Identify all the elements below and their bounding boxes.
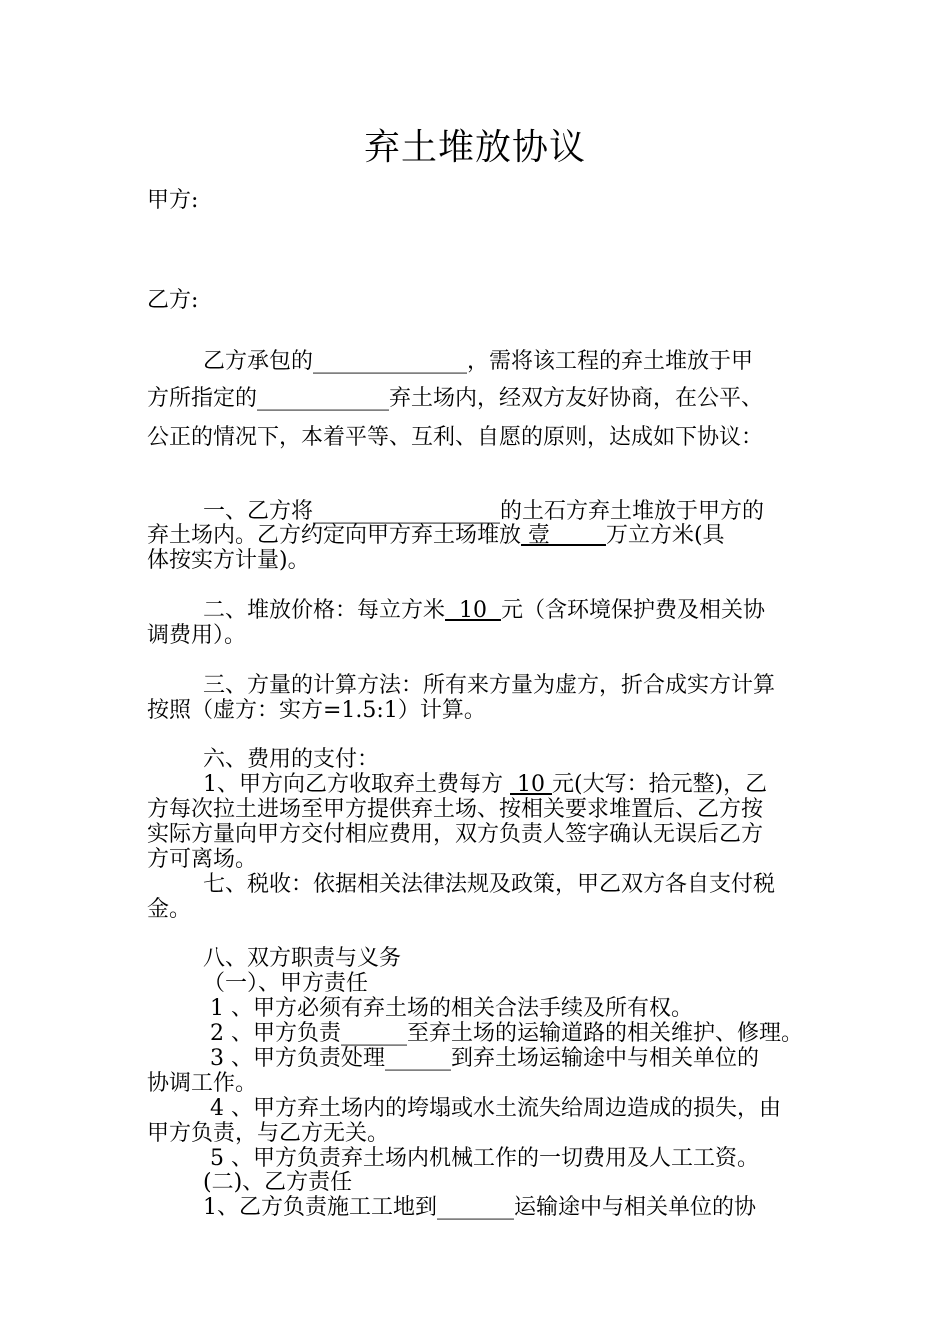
- party-a-duty-5: 5 、甲方负责弃土场内机械工作的一切费用及人工工资。: [203, 1146, 759, 1171]
- document-title: 弃土堆放协议: [363, 127, 586, 168]
- party-a-duty-4: 4 、甲方弃土场内的垮塌或水土流失给周边造成的损失，由: [203, 1096, 781, 1121]
- clause-text: 运输途中与相关单位的协: [514, 1195, 757, 1220]
- intro-text: 乙方承包的: [203, 349, 314, 374]
- party-a-duty-2: [203, 1021, 803, 1047]
- clause-text: 二、堆放价格：每立方米: [203, 598, 446, 623]
- project-name-blank: ______________: [313, 349, 468, 374]
- clause7-line-1: 七、税收：依据相关法律法规及政策，甲乙双方各自支付税: [203, 872, 776, 897]
- clause6-line-3: 实际方量向甲方交付相应费用，双方负责人签字确认无误后乙方: [147, 822, 764, 847]
- clause-text: 1、乙方负责施工工地到: [203, 1195, 437, 1220]
- clause7-line-2: 金。: [147, 897, 192, 922]
- clause-text: 万立方米(具: [605, 523, 725, 548]
- intro-line-1: [203, 349, 753, 375]
- road-blank: ______: [340, 1021, 407, 1046]
- clause1-line-3: 体按实方计量)。: [147, 548, 310, 573]
- clause-text: 3 、甲方负责处理: [203, 1046, 385, 1071]
- party-a-label: 甲方:: [147, 188, 199, 213]
- clause1-line-2: [147, 523, 725, 549]
- clause-text: 元(大写：拾元整)，乙: [551, 772, 768, 797]
- clause2-line-2: 调费用）。: [147, 623, 247, 648]
- clause-text: 到弃土场运输途中与相关单位的: [450, 1046, 759, 1071]
- party-a-duty-4-cont: 甲方负责，与乙方无关。: [147, 1121, 390, 1146]
- fee-value: 10: [510, 772, 552, 797]
- clause6-line-2: 方每次拉土进场至甲方提供弃土场、按相关要求堆置后、乙方按: [147, 797, 764, 822]
- clause-text: 至弃土场的运输道路的相关维护、修理。: [406, 1021, 803, 1046]
- clause1-line-1: [203, 499, 764, 525]
- intro-line-3: 公正的情况下，本着平等、互利、自愿的原则，达成如下协议：: [147, 425, 764, 450]
- intro-text: ，需将该工程的弃土堆放于甲: [467, 349, 754, 374]
- clause-text: 元（含环境保护费及相关协: [500, 598, 765, 623]
- intro-line-2: [147, 386, 763, 412]
- intro-text: 方所指定的: [147, 386, 258, 411]
- clause6-heading: 六、费用的支付：: [203, 747, 380, 772]
- worksite-blank: _______: [437, 1195, 514, 1220]
- site-name-blank: ____________: [257, 386, 390, 411]
- party-a-duty-1: 1 、甲方必须有弃土场的相关合法手续及所有权。: [203, 996, 693, 1021]
- source-blank: _________________: [313, 499, 501, 524]
- clause-text: 弃土场内。乙方约定向甲方弃土场堆放: [147, 523, 522, 548]
- intro-text: 弃土场内，经双方友好协商，在公平、: [389, 386, 764, 411]
- price-value: 10: [445, 598, 501, 623]
- clause-text: 2 、甲方负责: [203, 1021, 341, 1046]
- party-b-duty-1: [203, 1195, 756, 1221]
- party-a-duties-heading: （一）、甲方责任: [203, 971, 369, 996]
- clause6-line-1: [203, 772, 767, 798]
- party-b-duties-heading: (二)、乙方责任: [203, 1170, 353, 1195]
- clause-text: 的土石方弃土堆放于甲方的: [500, 499, 765, 524]
- transport-blank: ______: [384, 1046, 451, 1071]
- clause-text: 1、甲方向乙方收取弃土费每方: [203, 772, 510, 797]
- party-a-duty-3-cont: 协调工作。: [147, 1071, 258, 1096]
- volume-value: 壹: [521, 523, 606, 548]
- party-a-duty-3: [203, 1046, 759, 1072]
- party-b-label: 乙方:: [147, 288, 199, 313]
- clause6-line-4: 方可离场。: [147, 847, 258, 872]
- clause2-line-1: [203, 598, 765, 624]
- clause3-line-2: 按照（虚方：实方=1.5:1）计算。: [147, 698, 486, 723]
- clause3-line-1: 三、方量的计算方法：所有来方量为虚方，折合成实方计算: [203, 673, 776, 698]
- clause-text: 一、乙方将: [203, 499, 314, 524]
- clause8-heading: 八、双方职责与义务: [203, 946, 402, 971]
